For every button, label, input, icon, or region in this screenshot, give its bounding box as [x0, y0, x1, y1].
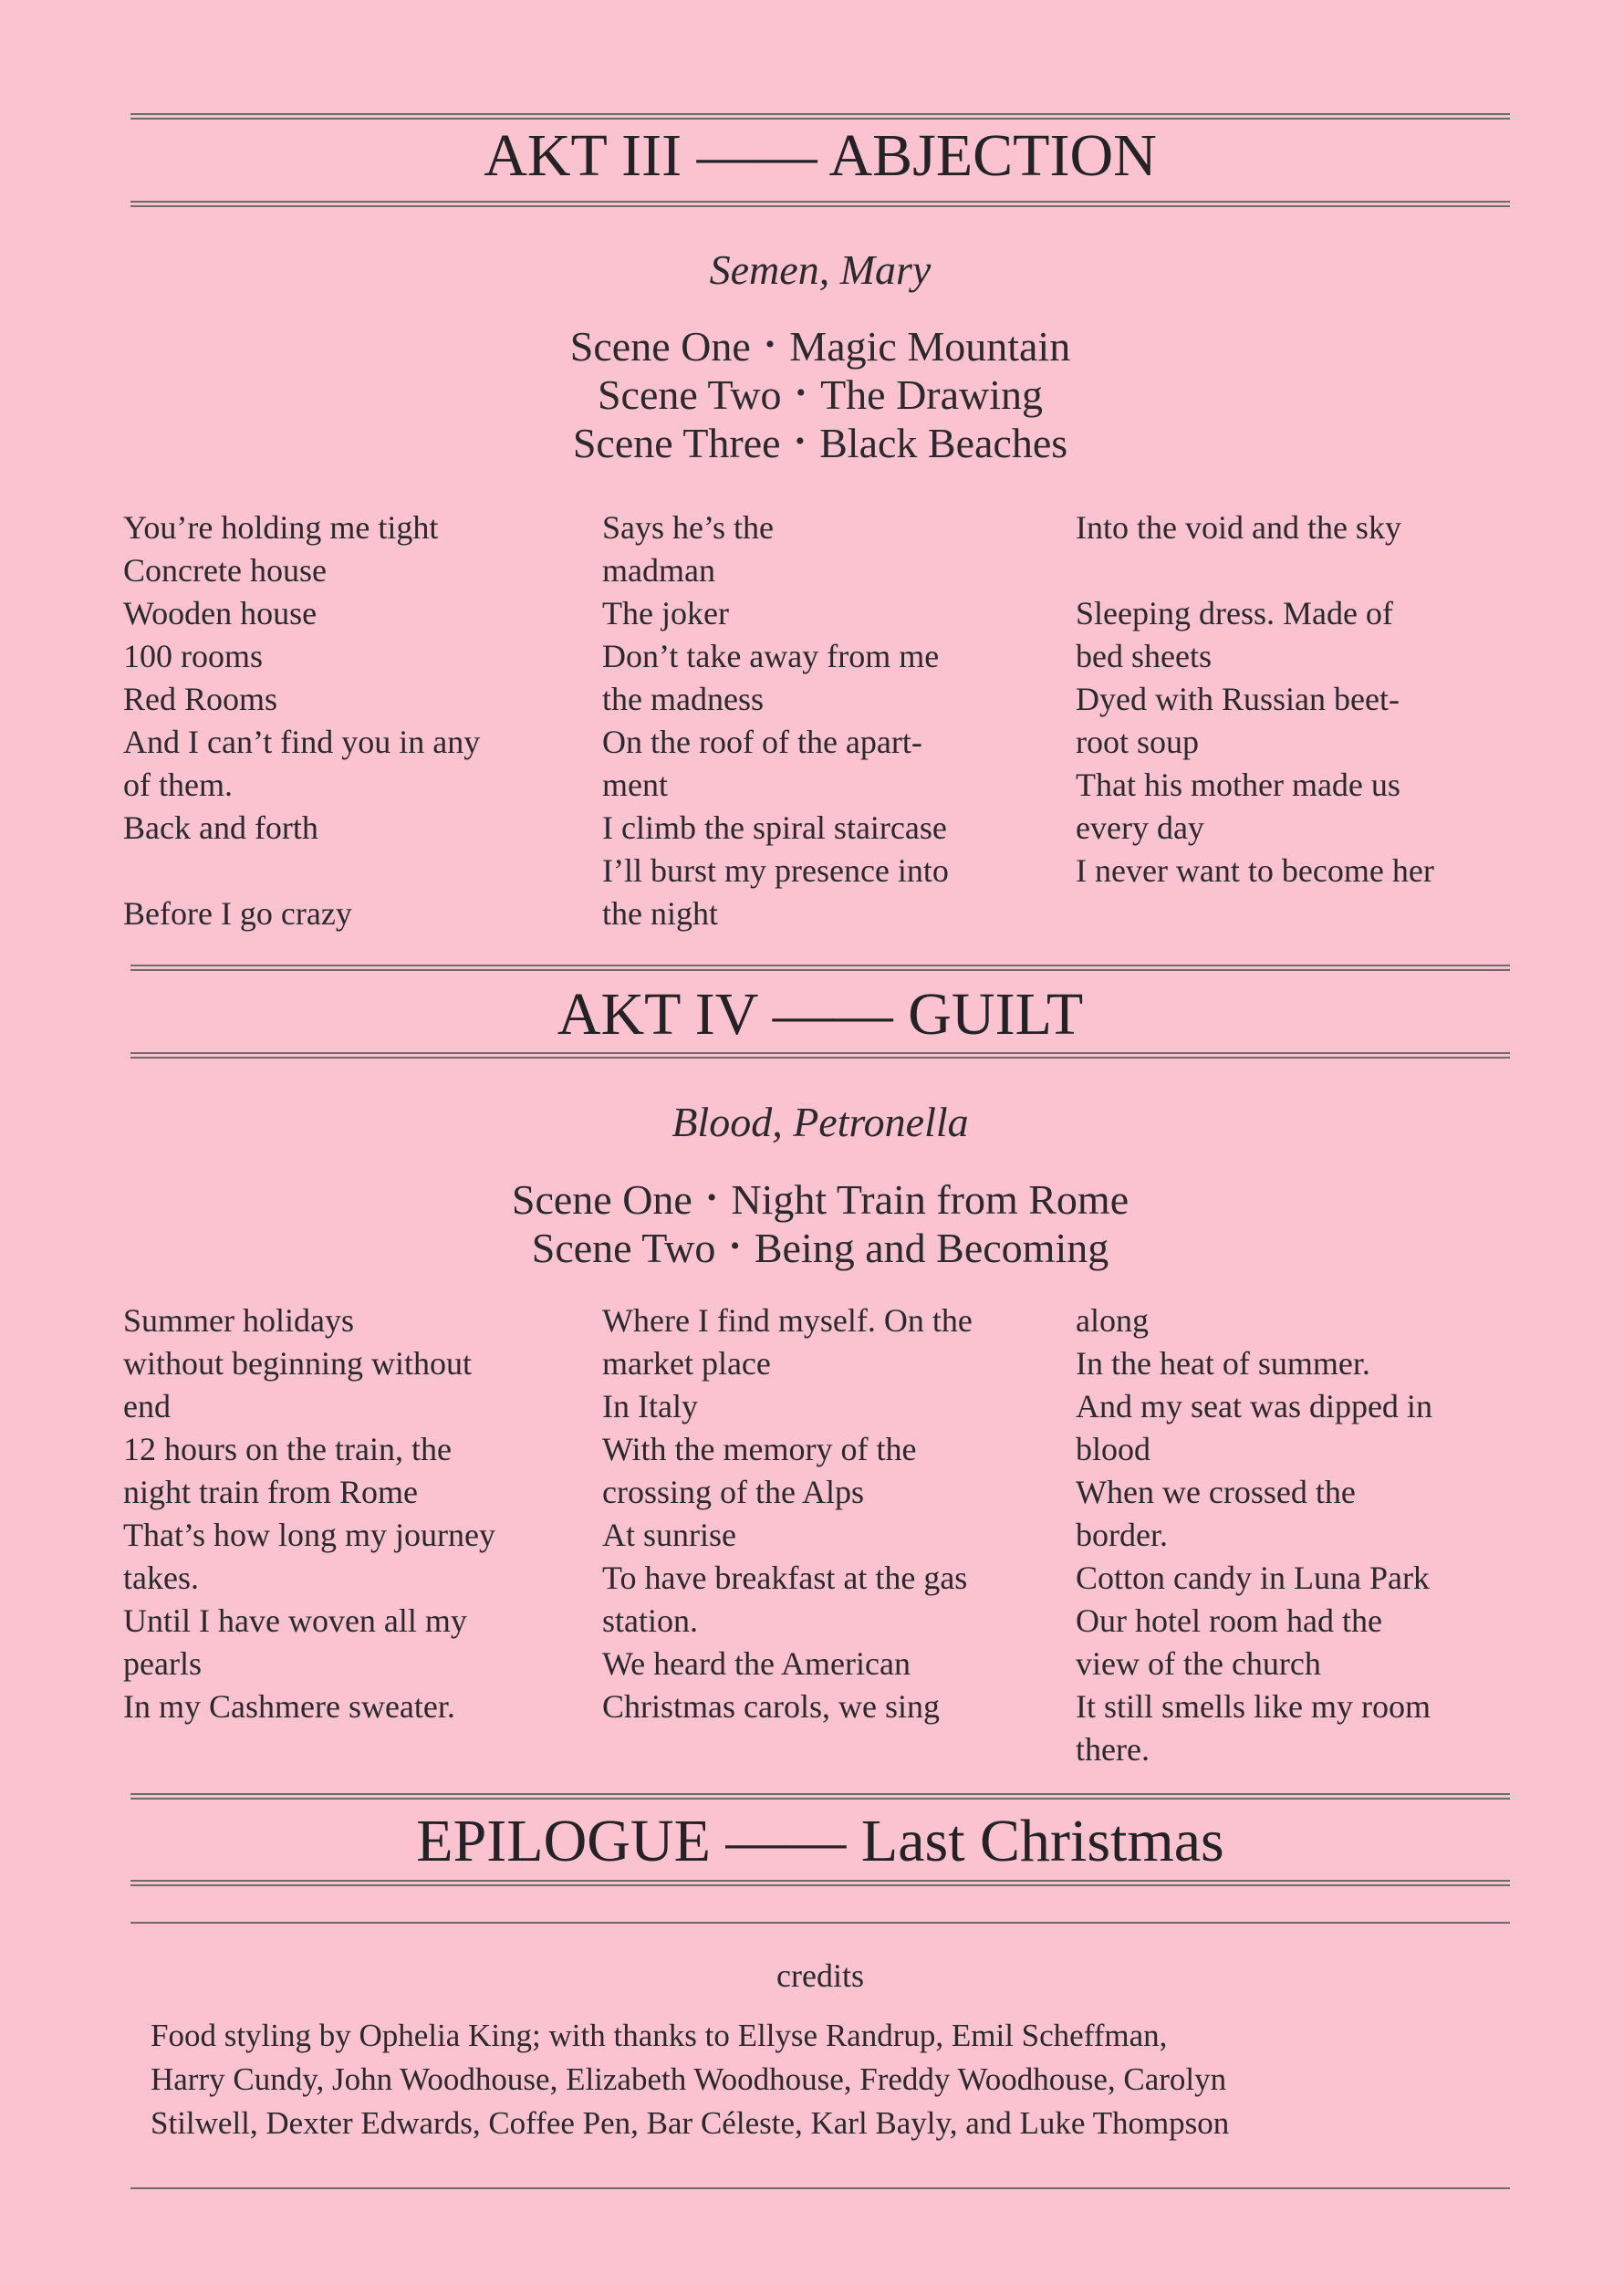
scene-name: The Drawing	[820, 371, 1044, 418]
scene-item	[130, 1223, 1510, 1271]
lyric-line: station.	[602, 1602, 698, 1639]
lyric-line: there.	[1076, 1731, 1150, 1768]
lyrics-column	[123, 1299, 579, 1728]
bullet-icon: •	[795, 426, 806, 456]
lyric-line: pearls	[123, 1645, 202, 1682]
lyric-line: That’s how long my journey	[123, 1517, 495, 1553]
credits-line: Stilwell, Dexter Edwards, Coffee Pen, Bar Céleste, Karl Bayly, and Luke Thompson	[151, 2105, 1230, 2141]
lyric-line: Into the void and the sky	[1076, 509, 1401, 546]
lyric-line: border.	[1076, 1517, 1168, 1553]
lyric-line: Don’t take away from me	[602, 638, 940, 674]
lyric-line: In Italy	[602, 1388, 698, 1424]
lyric-line: bed sheets	[1076, 638, 1212, 674]
lyric-line: I climb the spiral staircase	[602, 809, 947, 846]
lyrics-column	[1076, 1299, 1532, 1771]
scene-item	[130, 321, 1510, 370]
scene-label: Scene One	[569, 323, 751, 370]
lyric-line: Where I find myself. On the	[602, 1302, 973, 1339]
lyric-line: end	[123, 1388, 171, 1424]
lyric-line: At sunrise	[602, 1517, 736, 1553]
lyric-line: every day	[1076, 809, 1204, 846]
credits-text	[151, 2014, 1501, 2145]
lyric-line: That his mother made us	[1076, 767, 1400, 803]
bullet-icon: •	[706, 1183, 717, 1213]
lyric-line: Back and forth	[123, 809, 318, 846]
epilogue-bottom-rule	[130, 1880, 1510, 1886]
lyric-line: On the roof of the apart-	[602, 724, 922, 760]
credits-line: Food styling by Ophelia King; with thanks to Ellyse Randrup, Emil Scheffman,	[151, 2018, 1168, 2053]
akt3-subtitle: Semen, Mary	[709, 246, 932, 293]
scene-name: Night Train from Rome	[731, 1176, 1130, 1223]
akt4-top-rule	[130, 965, 1510, 971]
lyrics-column	[602, 1299, 1058, 1728]
scene-name: Magic Mountain	[789, 323, 1071, 370]
lyric-line: I’ll burst my presence into	[602, 852, 949, 889]
lyric-line: Summer holidays	[123, 1302, 354, 1339]
epilogue-top-rule	[130, 1793, 1510, 1800]
bullet-icon: •	[796, 378, 807, 408]
akt3-top-rule	[130, 113, 1510, 120]
credits-heading: credits	[776, 1957, 864, 1994]
lyric-line: crossing of the Alps	[602, 1474, 864, 1510]
epilogue-title: EPILOGUE —— Last Christmas	[416, 1808, 1224, 1874]
lyric-line: without beginning without	[123, 1345, 472, 1382]
scene-item	[130, 370, 1510, 418]
lyric-line: of them.	[123, 767, 233, 803]
lyric-line: Christmas carols, we sing	[602, 1688, 940, 1725]
lyric-line: market place	[602, 1345, 771, 1382]
scene-label: Scene Three	[572, 420, 781, 466]
lyric-line: madman	[602, 552, 715, 589]
lyric-line: Cotton candy in Luna Park	[1076, 1560, 1430, 1596]
lyric-line: To have breakfast at the gas	[602, 1560, 968, 1596]
lyrics-column	[123, 506, 579, 935]
lyric-line: Until I have woven all my	[123, 1602, 467, 1639]
credits-bottom-rule	[130, 2187, 1510, 2189]
lyric-line	[123, 850, 579, 892]
akt3-bottom-rule	[130, 201, 1510, 207]
lyric-line: Concrete house	[123, 552, 327, 589]
lyric-line: Before I go crazy	[123, 895, 352, 932]
scene-name: Black Beaches	[819, 420, 1068, 466]
lyric-line: ment	[602, 767, 668, 803]
akt4-subtitle: Blood, Petronella	[671, 1099, 969, 1145]
lyric-line: 12 hours on the train, the	[123, 1431, 452, 1467]
scene-label: Scene Two	[597, 371, 782, 418]
lyrics-column	[1076, 506, 1532, 892]
lyric-line: Sleeping dress. Made of	[1076, 595, 1393, 631]
lyric-line: Red Rooms	[123, 681, 278, 717]
bullet-icon: •	[765, 329, 776, 360]
akt4-scene-list	[130, 1174, 1510, 1271]
lyric-line: Says he’s the	[602, 509, 774, 546]
lyric-line: And I can’t find you in any	[123, 724, 481, 760]
credits-top-rule	[130, 1922, 1510, 1924]
credits-line: Harry Cundy, John Woodhouse, Elizabeth Woodhouse, Freddy Woodhouse, Carolyn	[151, 2061, 1227, 2097]
lyric-line: You’re holding me tight	[123, 509, 439, 546]
lyric-line: It still smells like my room	[1076, 1688, 1431, 1725]
lyric-line: I never want to become her	[1076, 852, 1434, 889]
lyric-line: 100 rooms	[123, 638, 263, 674]
akt3-scene-list	[130, 321, 1510, 466]
lyric-line: the night	[602, 895, 718, 932]
lyric-line: Wooden house	[123, 595, 318, 631]
lyric-line: takes.	[123, 1560, 199, 1596]
akt3-title: AKT III —— ABJECTION	[484, 122, 1157, 189]
lyric-line: With the memory of the	[602, 1431, 917, 1467]
lyric-line: the madness	[602, 681, 764, 717]
lyric-line: And my seat was dipped in	[1076, 1388, 1432, 1424]
lyric-line: In my Cashmere sweater.	[123, 1688, 455, 1725]
lyric-line: root soup	[1076, 724, 1199, 760]
lyric-line: blood	[1076, 1431, 1151, 1467]
lyric-line: When we crossed the	[1076, 1474, 1356, 1510]
lyric-line: Dyed with Russian beet-	[1076, 681, 1400, 717]
lyric-line	[1076, 549, 1532, 592]
akt4-bottom-rule	[130, 1052, 1510, 1059]
lyric-line: view of the church	[1076, 1645, 1321, 1682]
lyric-line: We heard the American	[602, 1645, 911, 1682]
akt4-title: AKT IV —— GUILT	[557, 981, 1084, 1048]
bullet-icon: •	[730, 1231, 740, 1261]
scene-name: Being and Becoming	[754, 1225, 1109, 1271]
scene-label: Scene Two	[531, 1225, 716, 1271]
lyrics-column	[602, 506, 1058, 935]
scene-item	[130, 1174, 1510, 1223]
scene-item	[130, 418, 1510, 466]
lyric-line: In the heat of summer.	[1076, 1345, 1370, 1382]
lyric-line: The joker	[602, 595, 729, 631]
scene-label: Scene One	[511, 1176, 692, 1223]
lyric-line: Our hotel room had the	[1076, 1602, 1382, 1639]
lyric-line: along	[1076, 1302, 1149, 1339]
lyric-line: night train from Rome	[123, 1474, 418, 1510]
